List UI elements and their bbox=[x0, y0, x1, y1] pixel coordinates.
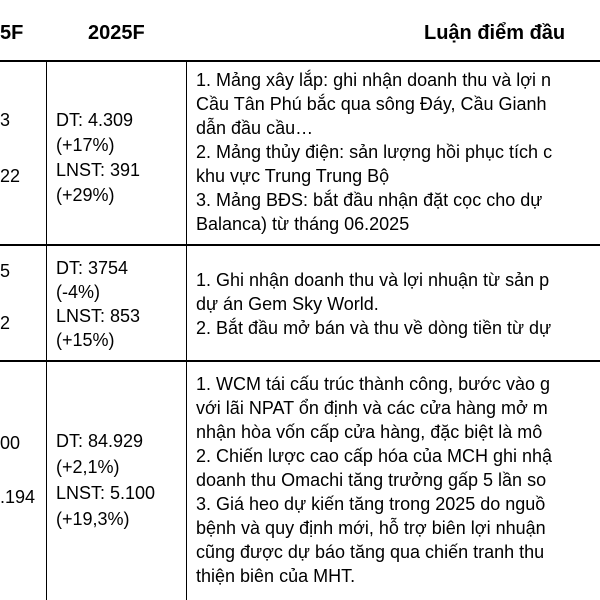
thesis-cell bbox=[196, 68, 552, 236]
forecast-profit-growth: (+29%) bbox=[56, 185, 115, 205]
row-divider bbox=[0, 244, 600, 246]
thesis-line: 1. WCM tái cấu trúc thành công, bước vào g bbox=[196, 374, 551, 394]
forecast-cell bbox=[56, 428, 155, 532]
forecast-profit-growth: (+15%) bbox=[56, 330, 115, 350]
prev-forecast-cell bbox=[0, 430, 35, 511]
thesis-line: Cầu Tân Phú bắc qua sông Đáy, Cầu Gianh bbox=[196, 94, 547, 114]
thesis-line: 1. Mảng xây lắp: ghi nhận doanh thu và lợi n bbox=[196, 70, 552, 90]
thesis-line: 3. Giá heo dự kiến tăng trong 2025 do nguồ bbox=[196, 494, 546, 514]
header-investment-thesis: Luận điểm đầu bbox=[424, 22, 566, 44]
forecast-profit-growth: (+19,3%) bbox=[56, 509, 130, 529]
thesis-line: 2. Mảng thủy điện: sản lượng hồi phục tích c bbox=[196, 142, 553, 162]
thesis-line: với lãi NPAT ổn định và các cửa hàng mở m bbox=[196, 398, 548, 418]
thesis-line: 1. Ghi nhận doanh thu và lợi nhuận từ sản p bbox=[196, 270, 550, 290]
thesis-line: dẫn đầu cầu… bbox=[196, 118, 314, 138]
thesis-line: doanh thu Omachi tăng trưởng gấp 5 lần so bbox=[196, 470, 547, 490]
prev-value: 3 bbox=[0, 110, 11, 130]
forecast-revenue-growth: (-4%) bbox=[56, 282, 100, 302]
forecast-cell bbox=[56, 108, 140, 208]
prev-value: 5 bbox=[0, 261, 11, 281]
prev-value: 2 bbox=[0, 313, 11, 333]
table-header bbox=[0, 0, 600, 68]
thesis-line: cũng được dự báo tăng qua chiến tranh thu bbox=[196, 542, 545, 562]
forecast-revenue: DT: 4.309 bbox=[56, 110, 134, 130]
column-divider bbox=[186, 60, 187, 600]
thesis-cell bbox=[196, 268, 551, 340]
header-2025-forecast: 2025F bbox=[88, 22, 145, 44]
thesis-line: 2. Bắt đầu mở bán và thu về dòng tiền từ dự bbox=[196, 318, 552, 338]
forecast-profit: LNST: 5.100 bbox=[56, 483, 156, 503]
prev-value bbox=[0, 134, 20, 162]
thesis-line: Balanca) từ tháng 06.2025 bbox=[196, 214, 410, 234]
thesis-line: nhận hòa vốn cấp cửa hàng, đặc biệt là mô bbox=[196, 422, 543, 442]
prev-value bbox=[0, 284, 10, 310]
thesis-cell bbox=[196, 372, 552, 588]
thesis-line: bệnh và quy định mới, hỗ trợ biên lợi nhuận bbox=[196, 518, 546, 538]
thesis-line: dự án Gem Sky World. bbox=[196, 294, 379, 314]
forecast-revenue: DT: 3754 bbox=[56, 258, 129, 278]
column-divider bbox=[46, 60, 47, 600]
prev-value: 22 bbox=[0, 166, 21, 186]
forecast-profit: LNST: 391 bbox=[56, 160, 141, 180]
forecast-revenue: DT: 84.929 bbox=[56, 431, 144, 451]
forecast-profit: LNST: 853 bbox=[56, 306, 141, 326]
prev-value: 00 bbox=[0, 433, 21, 453]
prev-forecast-cell bbox=[0, 106, 20, 190]
row-divider bbox=[0, 360, 600, 362]
prev-forecast-cell bbox=[0, 258, 10, 336]
forecast-revenue-growth: (+2,1%) bbox=[56, 457, 120, 477]
thesis-line: 3. Mảng BĐS: bắt đầu nhận đặt cọc cho dự bbox=[196, 190, 543, 210]
thesis-line: 2. Chiến lược cao cấp hóa của MCH ghi nhậ bbox=[196, 446, 553, 466]
row-divider bbox=[0, 60, 600, 62]
forecast-revenue-growth: (+17%) bbox=[56, 135, 115, 155]
thesis-line: khu vực Trung Trung Bộ bbox=[196, 166, 390, 186]
prev-value: .194 bbox=[0, 487, 36, 507]
forecast-cell bbox=[56, 256, 140, 352]
prev-value bbox=[0, 457, 35, 484]
header-prev-forecast: 5F bbox=[0, 22, 24, 44]
thesis-line: thiện biên của MHT. bbox=[196, 566, 356, 586]
